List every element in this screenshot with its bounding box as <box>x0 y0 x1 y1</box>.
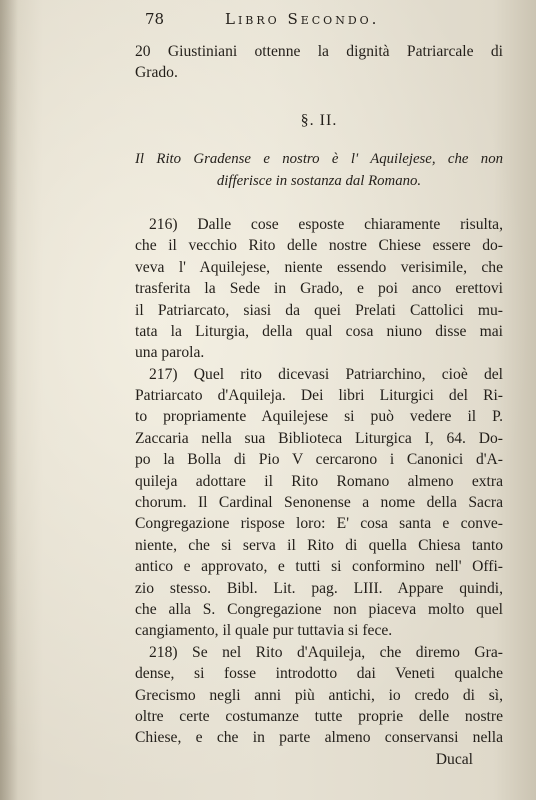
page-number: 78 <box>145 10 165 28</box>
text-line: che alla S. Congregazione non piaceva molto quel <box>135 601 503 618</box>
text-line: Patriarcato d'Aquileja. Dei libri Liturgici del Ri- <box>135 387 503 405</box>
text-line: 217) Quel rito dicevasi Patriarchino, cioè del <box>149 365 503 383</box>
text-line: il Patriarcato, siasi da quei Prelati Cattolici mu- <box>135 301 503 319</box>
text-line: zio stesso. Bibl. Lit. pag. LIII. Appare quindi, <box>135 579 503 597</box>
text-line: tata la Liturgia, della qual cosa niuno disse mai <box>135 322 503 340</box>
section-heading: §. II. <box>300 111 338 129</box>
text-line: quileja adottare il Rito Romano almeno extra <box>135 472 503 490</box>
text-line: 216) Dalle cose esposte chiaramente risulta, <box>149 215 503 233</box>
text-line: niente, che si serva il Rito di quella Chiesa tanto <box>135 536 503 554</box>
text-line: antico e approvato, e tutti si conformino nell' Offi- <box>135 558 503 576</box>
text-line: oltre certe costumanze tutte proprie delle nostre <box>135 707 503 725</box>
text-line: che il vecchio Rito delle nostre Chiese essere do- <box>135 237 503 255</box>
paragraph-217 <box>135 364 503 642</box>
text-line: veva l' Aquilejese, niente essendo verisimile, che <box>135 258 503 276</box>
catchword: Ducal <box>435 750 473 768</box>
text-line: dense, si fosse introdotto dai Veneti qualche <box>135 665 503 683</box>
continuation-text <box>135 41 503 84</box>
page-fold-shadow <box>0 0 18 800</box>
page-body <box>135 41 503 770</box>
text-line: po la Bolla di Pio V cercarono i Canonici d'A- <box>135 451 503 469</box>
text-line: cangiamento, il quale pur tuttavia si fece. <box>135 622 393 640</box>
text-line: Chiese, e che in parte almeno conservansi nella <box>135 729 503 747</box>
text-line: chorum. Il Cardinal Senonense a nome della Sacra <box>135 494 503 512</box>
text-line: una parola. <box>135 344 205 362</box>
text-line: to propriamente Aquilejese si può vedere il P. <box>135 408 503 426</box>
text-line: 218) Se nel Rito d'Aquileja, che diremo Gra- <box>149 643 503 661</box>
paragraph-218 <box>135 642 503 749</box>
section-summary <box>135 149 503 192</box>
text-line: Congregazione rispose loro: E' cosa santa e conve- <box>135 515 503 533</box>
text-line: trasferita la Sede in Grado, e poi anco erettovi <box>135 280 503 298</box>
text-line: Zaccaria nella sua Biblioteca Liturgica I, 64. Do- <box>135 429 503 447</box>
text-line: 20 Giustiniani ottenne la dignità Patriarcale di <box>135 43 503 60</box>
paragraph-216 <box>135 214 503 364</box>
page-header <box>145 4 505 34</box>
summary-line: differisce in sostanza dal Romano. <box>216 172 422 189</box>
text-line: Grecismo negli anni più antichi, io credo di sì, <box>135 686 503 704</box>
summary-line: Il Rito Gradense e nostro è l' Aquilejese, che non <box>135 151 503 168</box>
text-line: Grado. <box>135 64 178 82</box>
running-title: Libro Secondo. <box>225 10 380 28</box>
